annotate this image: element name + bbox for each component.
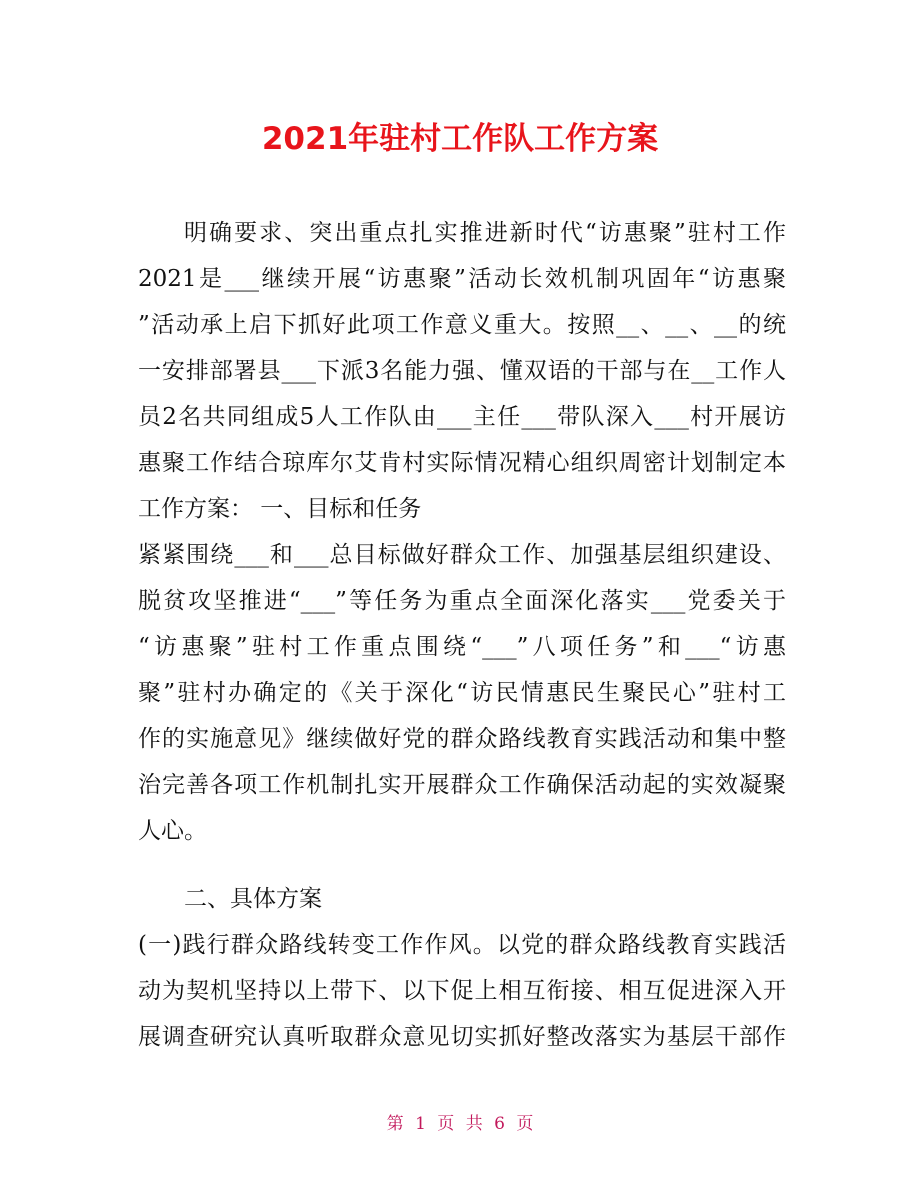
paragraph-line: 紧紧围绕___和___总目标做好群众工作、加强基层组织建设、: [138, 542, 786, 568]
paragraph-line: 2021是___继续开展“访惠聚”活动长效机制巩固年“访惠聚: [138, 266, 786, 292]
section-heading-line: 工作方案： 一、目标和任务: [138, 496, 422, 522]
paragraph-line: 动为契机坚持以上带下、以下促上相互衔接、相互促进深入开: [138, 978, 786, 1004]
paragraph-line: 一安排部署县___下派3名能力强、懂双语的干部与在__工作人: [138, 358, 786, 384]
paragraph-line: 脱贫攻坚推进“___”等任务为重点全面深化落实___党委关于: [138, 588, 786, 614]
paragraph-line: 人心。: [138, 818, 207, 844]
paragraph-line: 展调查研究认真听取群众意见切实抓好整改落实为基层干部作: [138, 1024, 786, 1050]
paragraph-line: 作的实施意见》继续做好党的群众路线教育实践活动和集中整: [138, 726, 786, 752]
paragraph-line: ”活动承上启下抓好此项工作意义重大。按照__、__、__的统: [138, 312, 786, 338]
page-number-footer: 第 1 页 共 6 页: [386, 1114, 534, 1134]
paragraph-line: 员2名共同组成5人工作队由___主任___带队深入___村开展访: [138, 404, 786, 430]
document-body: [138, 210, 786, 1060]
paragraph-line: 明确要求、突出重点扎实推进新时代“访惠聚”驻村工作: [184, 220, 786, 246]
section-heading: 二、具体方案: [184, 886, 322, 912]
paragraph-line: 聚”驻村办确定的《关于深化“访民情惠民生聚民心”驻村工: [138, 680, 786, 706]
paragraph-line: “访惠聚”驻村工作重点围绕“___”八项任务”和___“访惠: [138, 634, 786, 660]
document-title: 2021年驻村工作队工作方案: [261, 121, 659, 157]
paragraph-line: 惠聚工作结合琼库尔艾肯村实际情况精心组织周密计划制定本: [138, 450, 786, 476]
paragraph-line: 治完善各项工作机制扎实开展群众工作确保活动起的实效凝聚: [138, 772, 786, 798]
paragraph-gap: [138, 854, 786, 876]
paragraph-line: (一)践行群众路线转变工作作风。以党的群众路线教育实践活: [138, 932, 786, 958]
